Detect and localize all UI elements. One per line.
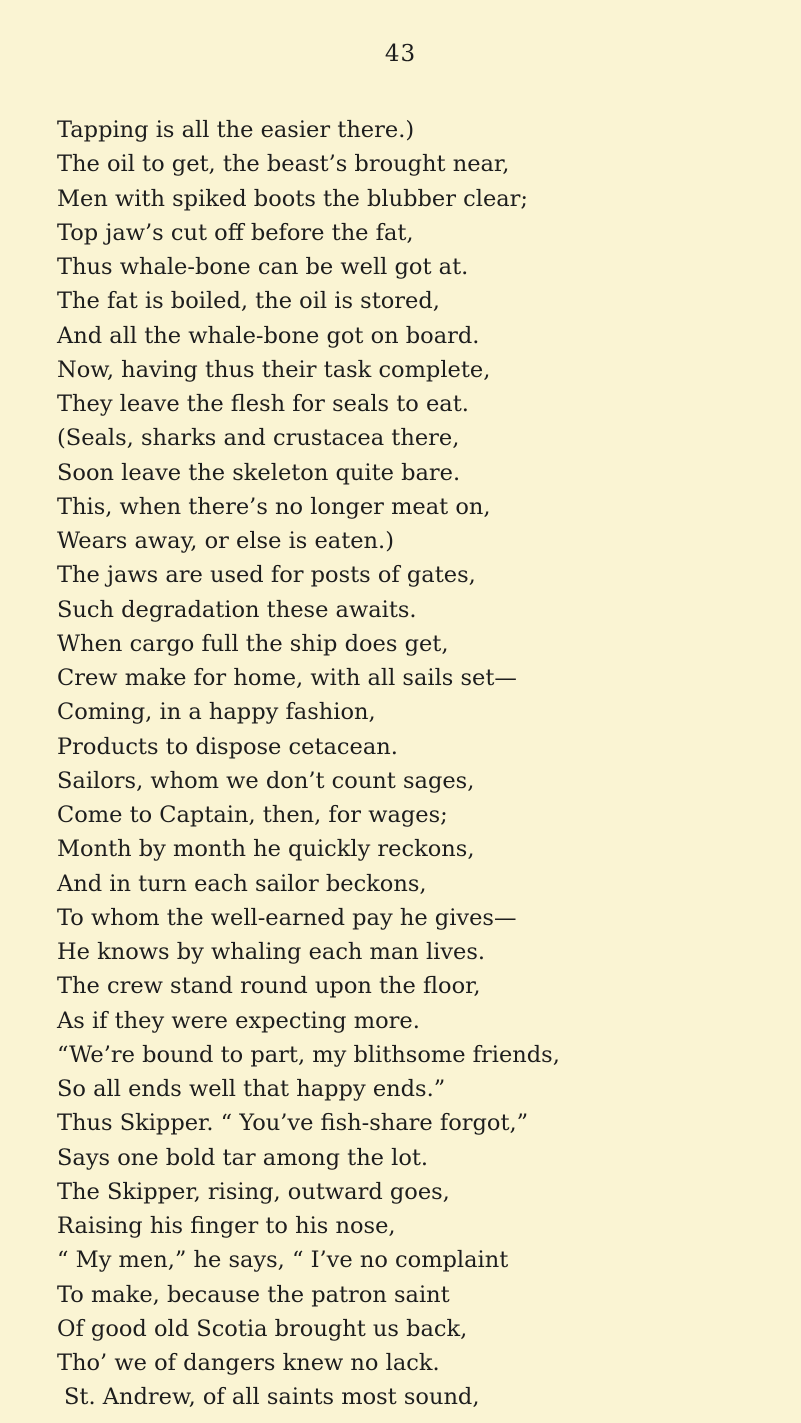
poem-line: When cargo full the ship does get,: [57, 630, 449, 657]
poem-line: Month by month he quickly reckons,: [57, 836, 475, 863]
poem-line: “We’re bound to part, my blithsome friends,: [57, 1041, 560, 1068]
poem-line: Says one bold tar among the lot.: [57, 1144, 429, 1171]
poem-line: St. Andrew, of all saints most sound,: [64, 1384, 480, 1411]
poem-line: The crew stand round upon the floor,: [57, 973, 481, 1000]
poem-line: Tho’ we of dangers knew no lack.: [57, 1350, 440, 1376]
poem-line: Top jaw’s cut off before the fat,: [57, 219, 414, 246]
poem-line: Such degradation these awaits.: [57, 596, 417, 623]
poem-line: (Seals, sharks and crustacea there,: [57, 425, 460, 452]
poem-line: Products to dispose cetacean.: [57, 733, 398, 760]
poem-line: Wears away, or else is eaten.): [57, 528, 394, 554]
poem-line: He knows by whaling each man lives.: [57, 939, 486, 965]
poem-line: To whom the well-earned pay he gives—: [57, 904, 517, 931]
poem-line: Sailors, whom we don’t count sages,: [57, 767, 475, 794]
poem-line: Thus whale-bone can be well got at.: [57, 254, 469, 280]
poem-line: Men with spiked boots the blubber clear;: [57, 185, 529, 212]
poem-line: Crew make for home, with all sails set—: [57, 665, 517, 691]
poem-line: The Skipper, rising, outward goes,: [57, 1178, 450, 1205]
poem-line: To make, because the patron saint: [57, 1281, 450, 1308]
poem-line: Tapping is all the easier there.): [57, 117, 415, 143]
poem-line: Of good old Scotia brought us back,: [57, 1315, 468, 1342]
poem-text: [57, 113, 797, 1415]
poem-line: Soon leave the skeleton quite bare.: [57, 459, 461, 486]
poem-line: “ My men,” he says, “ I’ve no complaint: [57, 1247, 509, 1274]
poem-line: Raising his finger to his nose,: [57, 1213, 396, 1239]
page-number: 43: [384, 41, 417, 67]
poem-line: The jaws are used for posts of gates,: [57, 562, 476, 589]
poem-line: And in turn each sailor beckons,: [57, 870, 427, 897]
poem-line: They leave the flesh for seals to eat.: [57, 391, 469, 417]
poem-line: Thus Skipper. “ You’ve fish-share forgot,”: [57, 1110, 529, 1137]
poem-line: And all the whale-bone got on board.: [57, 322, 480, 349]
poem-line: This, when there’s no longer meat on,: [57, 493, 491, 520]
poem-line: The oil to get, the beast’s brought near,: [57, 151, 510, 178]
poem-line: The fat is boiled, the oil is stored,: [57, 288, 440, 315]
poem-line: As if they were expecting more.: [57, 1007, 420, 1034]
poem-line: Come to Captain, then, for wages;: [57, 802, 448, 828]
poem-line: So all ends well that happy ends.”: [57, 1076, 446, 1102]
poem-line: Coming, in a happy fashion,: [57, 699, 376, 726]
poem-line: Now, having thus their task complete,: [57, 356, 491, 383]
